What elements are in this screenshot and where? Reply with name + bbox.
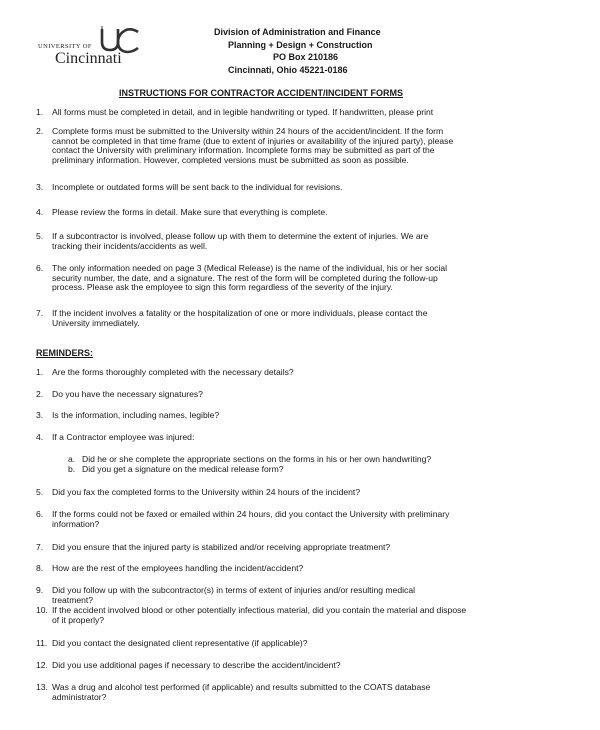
- item-number: 5.: [36, 487, 44, 497]
- header-department: Planning + Design + Construction: [228, 39, 373, 50]
- item-number: 10.: [36, 605, 48, 615]
- document-title: INSTRUCTIONS FOR CONTRACTOR ACCIDENT/INCIDENT FORMS: [119, 88, 403, 98]
- item-number: 7.: [36, 542, 44, 552]
- item-line: Did you fax the completed forms to the University within 24 hours of the incident?: [52, 487, 361, 497]
- item-line: Did you ensure that the injured party is stabilized and/or receiving appropriate treatment?: [52, 542, 391, 552]
- item-number: 4.: [36, 432, 44, 442]
- item-number: 11.: [36, 638, 48, 648]
- item-line: cannot be completed in that time frame (due to extent of injuries or availability of the injured party), please: [52, 135, 454, 146]
- item-number: 1.: [36, 367, 44, 377]
- item-number: 2.: [36, 126, 44, 136]
- item-line: preliminary information. However, completed versions must be submitted as soon as possible.: [52, 154, 409, 165]
- item-line: How are the rest of the employees handling the incident/accident?: [52, 563, 304, 573]
- item-line: treatment?: [52, 594, 94, 605]
- header-division: Division of Administration and Finance: [214, 27, 381, 37]
- header-city-address: Cincinnati, Ohio 45221-0186: [228, 64, 348, 75]
- item-line: information?: [52, 518, 100, 529]
- item-line: process. Please ask the employee to sign this form regardless of the severity of the injury.: [52, 282, 393, 292]
- item-line: security number, the date, and a signature. The rest of the form will be completed during the follow-up: [52, 272, 438, 283]
- department-header: [214, 26, 434, 76]
- item-line: tracking their incidents/accidents as well.: [52, 240, 208, 251]
- reminders-heading: REMINDERS:: [36, 348, 94, 358]
- item-line: If a Contractor employee was injured:: [52, 432, 195, 442]
- item-line: If a subcontractor is involved, please follow up with them to determine the extent of injuries. We are: [52, 231, 429, 241]
- item-number: 7.: [36, 308, 44, 318]
- subitem-letter: b.: [68, 464, 76, 474]
- item-number: 6.: [36, 263, 44, 273]
- item-line: Was a drug and alcohol test performed (if applicable) and results submitted to the COATS database: [52, 682, 431, 692]
- item-number: 6.: [36, 509, 44, 519]
- item-line: Did you contact the designated client representative (if applicable)?: [52, 638, 308, 648]
- subitem-text: Did you get a signature on the medical release form?: [82, 464, 284, 474]
- item-line: All forms must be completed in detail, and in legible handwriting or typed. If handwritten, please print: [52, 107, 434, 117]
- item-number: 13.: [36, 682, 48, 692]
- item-number: 9.: [36, 585, 44, 595]
- item-line: If the forms could not be faxed or emailed within 24 hours, did you contact the University with preliminary: [52, 509, 450, 519]
- item-number: 8.: [36, 563, 44, 573]
- item-line: Is the information, including names, legible?: [52, 410, 220, 420]
- item-line: Did you follow up with the subcontractor(s) in terms of extent of injuries and/or resulting medical: [52, 585, 416, 595]
- header-po-box: PO Box 210186: [273, 52, 339, 63]
- item-number: 3.: [36, 182, 44, 192]
- university-logo: [38, 26, 168, 68]
- item-number: 1.: [36, 107, 44, 117]
- item-line: If the accident involved blood or other potentially infectious material, did you contain the material and dispose: [52, 605, 467, 615]
- item-line: Incomplete or outdated forms will be sent back to the individual for revisions.: [52, 182, 343, 192]
- item-number: 5.: [36, 231, 44, 241]
- item-number: 2.: [36, 389, 44, 399]
- item-number: 4.: [36, 207, 44, 217]
- logo-university-of: UNIVERSITY OF: [38, 43, 92, 50]
- item-line: Complete forms must be submitted to the University within 24 hours of the accident/incident. If the form: [52, 126, 444, 136]
- item-line: If the incident involves a fatality or the hospitalization of one or more individuals, please contact the: [52, 308, 428, 318]
- subitem-letter: a.: [68, 454, 76, 464]
- item-number: 3.: [36, 410, 44, 420]
- item-line: Do you have the necessary signatures?: [52, 389, 203, 399]
- item-line: University immediately.: [52, 317, 140, 328]
- item-line: contact the University with preliminary information. Incomplete forms may be submitted as part of the: [52, 145, 435, 155]
- item-line: The only information needed on page 3 (Medical Release) is the name of the individual, his or her social: [52, 263, 448, 273]
- item-line: of it properly?: [52, 614, 105, 625]
- item-line: Please review the forms in detail. Make sure that everything is complete.: [52, 207, 328, 217]
- item-line: Are the forms thoroughly completed with the necessary details?: [52, 367, 294, 377]
- item-number: 12.: [36, 660, 48, 670]
- item-line: Did you use additional pages if necessary to describe the accident/incident?: [52, 660, 341, 670]
- item-line: administrator?: [52, 691, 107, 702]
- logo-city: Cincinnati: [55, 50, 122, 67]
- subitem-text: Did he or she complete the appropriate sections on the forms in his or her own handwriting?: [82, 454, 432, 464]
